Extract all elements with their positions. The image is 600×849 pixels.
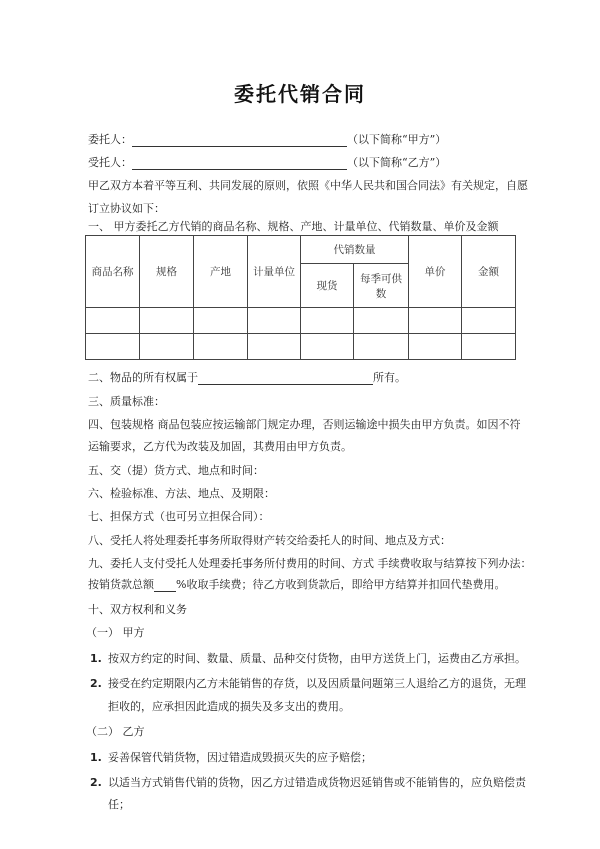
header-amount: 金额 [462, 236, 516, 308]
header-consign-qty: 代销数量 [301, 236, 409, 264]
subheader-in-stock: 现货 [301, 264, 354, 308]
fee-percent-blank[interactable] [154, 580, 176, 592]
party-b-blank[interactable] [132, 158, 347, 170]
clause-9-line-1: 九、委托人支付受托人处理委托事务所付费用的时间、方式 手续费收取与结算按下列办法： [88, 557, 532, 570]
party-a-suffix: （以下简称“甲方”） [347, 133, 447, 146]
table-row [86, 334, 516, 360]
intro-line-1: 甲乙双方本着平等互利、共同发展的原则，依照《中华人民共和国合同法》有关规定，自愿 [88, 179, 528, 192]
party-a-heading: （一） 甲方 [86, 626, 145, 639]
header-unit-price: 单价 [409, 236, 462, 308]
clause-3: 三、质量标准： [88, 395, 165, 408]
table-cell[interactable] [248, 334, 301, 360]
table-cell[interactable] [301, 308, 354, 334]
clause-7: 七、担保方式（也可另立担保合同）： [88, 510, 270, 523]
table-cell[interactable] [194, 308, 248, 334]
party-a-item-2-cont: 拒收的，应承担因此造成的损失及多支出的费用。 [108, 700, 350, 713]
clause-4-line-2: 运输要求，乙方代为改装及加固，其费用由甲方负责。 [88, 440, 352, 453]
item-text: 接受在约定期限内乙方未能销售的存货，以及因质量问题第三人退给乙方的退货，无理 [108, 677, 526, 690]
table-cell[interactable] [86, 308, 140, 334]
party-a-item-1 [90, 652, 526, 666]
goods-table [85, 235, 516, 360]
clause-2 [88, 371, 406, 385]
table-cell[interactable] [462, 308, 516, 334]
table-row [86, 308, 516, 334]
party-b-heading: （二） 乙方 [86, 725, 145, 738]
party-b-line [88, 156, 446, 170]
subheader-seasonal-supply: 每季可供数 [354, 264, 409, 308]
clause-1: 一、 甲方委托乙方代销的商品名称、规格、产地、计量单位、代销数量、单价及金额 [88, 220, 499, 233]
party-b-label: 受托人： [88, 156, 132, 169]
party-a-line [88, 133, 446, 147]
header-unit: 计量单位 [248, 236, 301, 308]
party-a-blank[interactable] [132, 135, 347, 147]
table-cell[interactable] [409, 308, 462, 334]
table-cell[interactable] [354, 308, 409, 334]
clause-5: 五、交（提）货方式、地点和时间： [88, 464, 264, 477]
table-cell[interactable] [301, 334, 354, 360]
item-number: 2. [90, 677, 102, 690]
clause-8: 八、受托人将处理委托事务所取得财产转交给委托人的时间、地点及方式： [88, 534, 451, 547]
item-number: 1. [90, 652, 102, 665]
clause-10: 十、双方权利和义务 [88, 603, 187, 616]
item-text: 以适当方式销售代销的货物，因乙方过错造成货物迟延销售或不能销售的，应负赔偿责 [108, 776, 526, 789]
clause-9-prefix: 按销货款总额 [88, 578, 154, 591]
party-b-item-2-cont: 任； [108, 798, 130, 811]
clause-2-suffix: 所有。 [373, 371, 406, 384]
item-text: 妥善保管代销货物，因过错造成毁损灭失的应予赔偿； [108, 751, 372, 764]
item-number: 1. [90, 751, 102, 764]
table-cell[interactable] [462, 334, 516, 360]
clause-6: 六、检验标准、方法、地点、及期限： [88, 487, 275, 500]
item-number: 2. [90, 776, 102, 789]
header-product-name: 商品名称 [86, 236, 140, 308]
table-cell[interactable] [86, 334, 140, 360]
table-cell[interactable] [409, 334, 462, 360]
party-b-item-2 [90, 776, 526, 790]
intro-line-2: 订立协议如下： [88, 202, 165, 215]
item-text: 按双方约定的时间、数量、质量、品种交付货物，由甲方送货上门，运费由乙方承担。 [108, 652, 526, 665]
clause-9-suffix: %收取手续费；待乙方收到货款后，即给甲方结算并扣回代垫费用。 [176, 578, 506, 591]
header-origin: 产地 [194, 236, 248, 308]
table-cell[interactable] [354, 334, 409, 360]
table-cell[interactable] [248, 308, 301, 334]
table-cell[interactable] [194, 334, 248, 360]
party-b-suffix: （以下简称“乙方”） [347, 156, 447, 169]
table-cell[interactable] [140, 308, 194, 334]
clause-2-prefix: 二、物品的所有权属于 [88, 371, 198, 384]
clause-4-line-1: 四、包装规格 商品包装应按运输部门规定办理，否则运输途中损失由甲方负责。如因不符 [88, 418, 521, 431]
document-title: 委托代销合同 [234, 82, 366, 106]
table-cell[interactable] [140, 334, 194, 360]
party-a-item-2 [90, 677, 526, 691]
header-spec: 规格 [140, 236, 194, 308]
clause-9-line-2 [88, 578, 505, 592]
party-b-item-1 [90, 751, 372, 765]
party-a-label: 委托人： [88, 133, 132, 146]
owner-blank[interactable] [198, 373, 373, 385]
